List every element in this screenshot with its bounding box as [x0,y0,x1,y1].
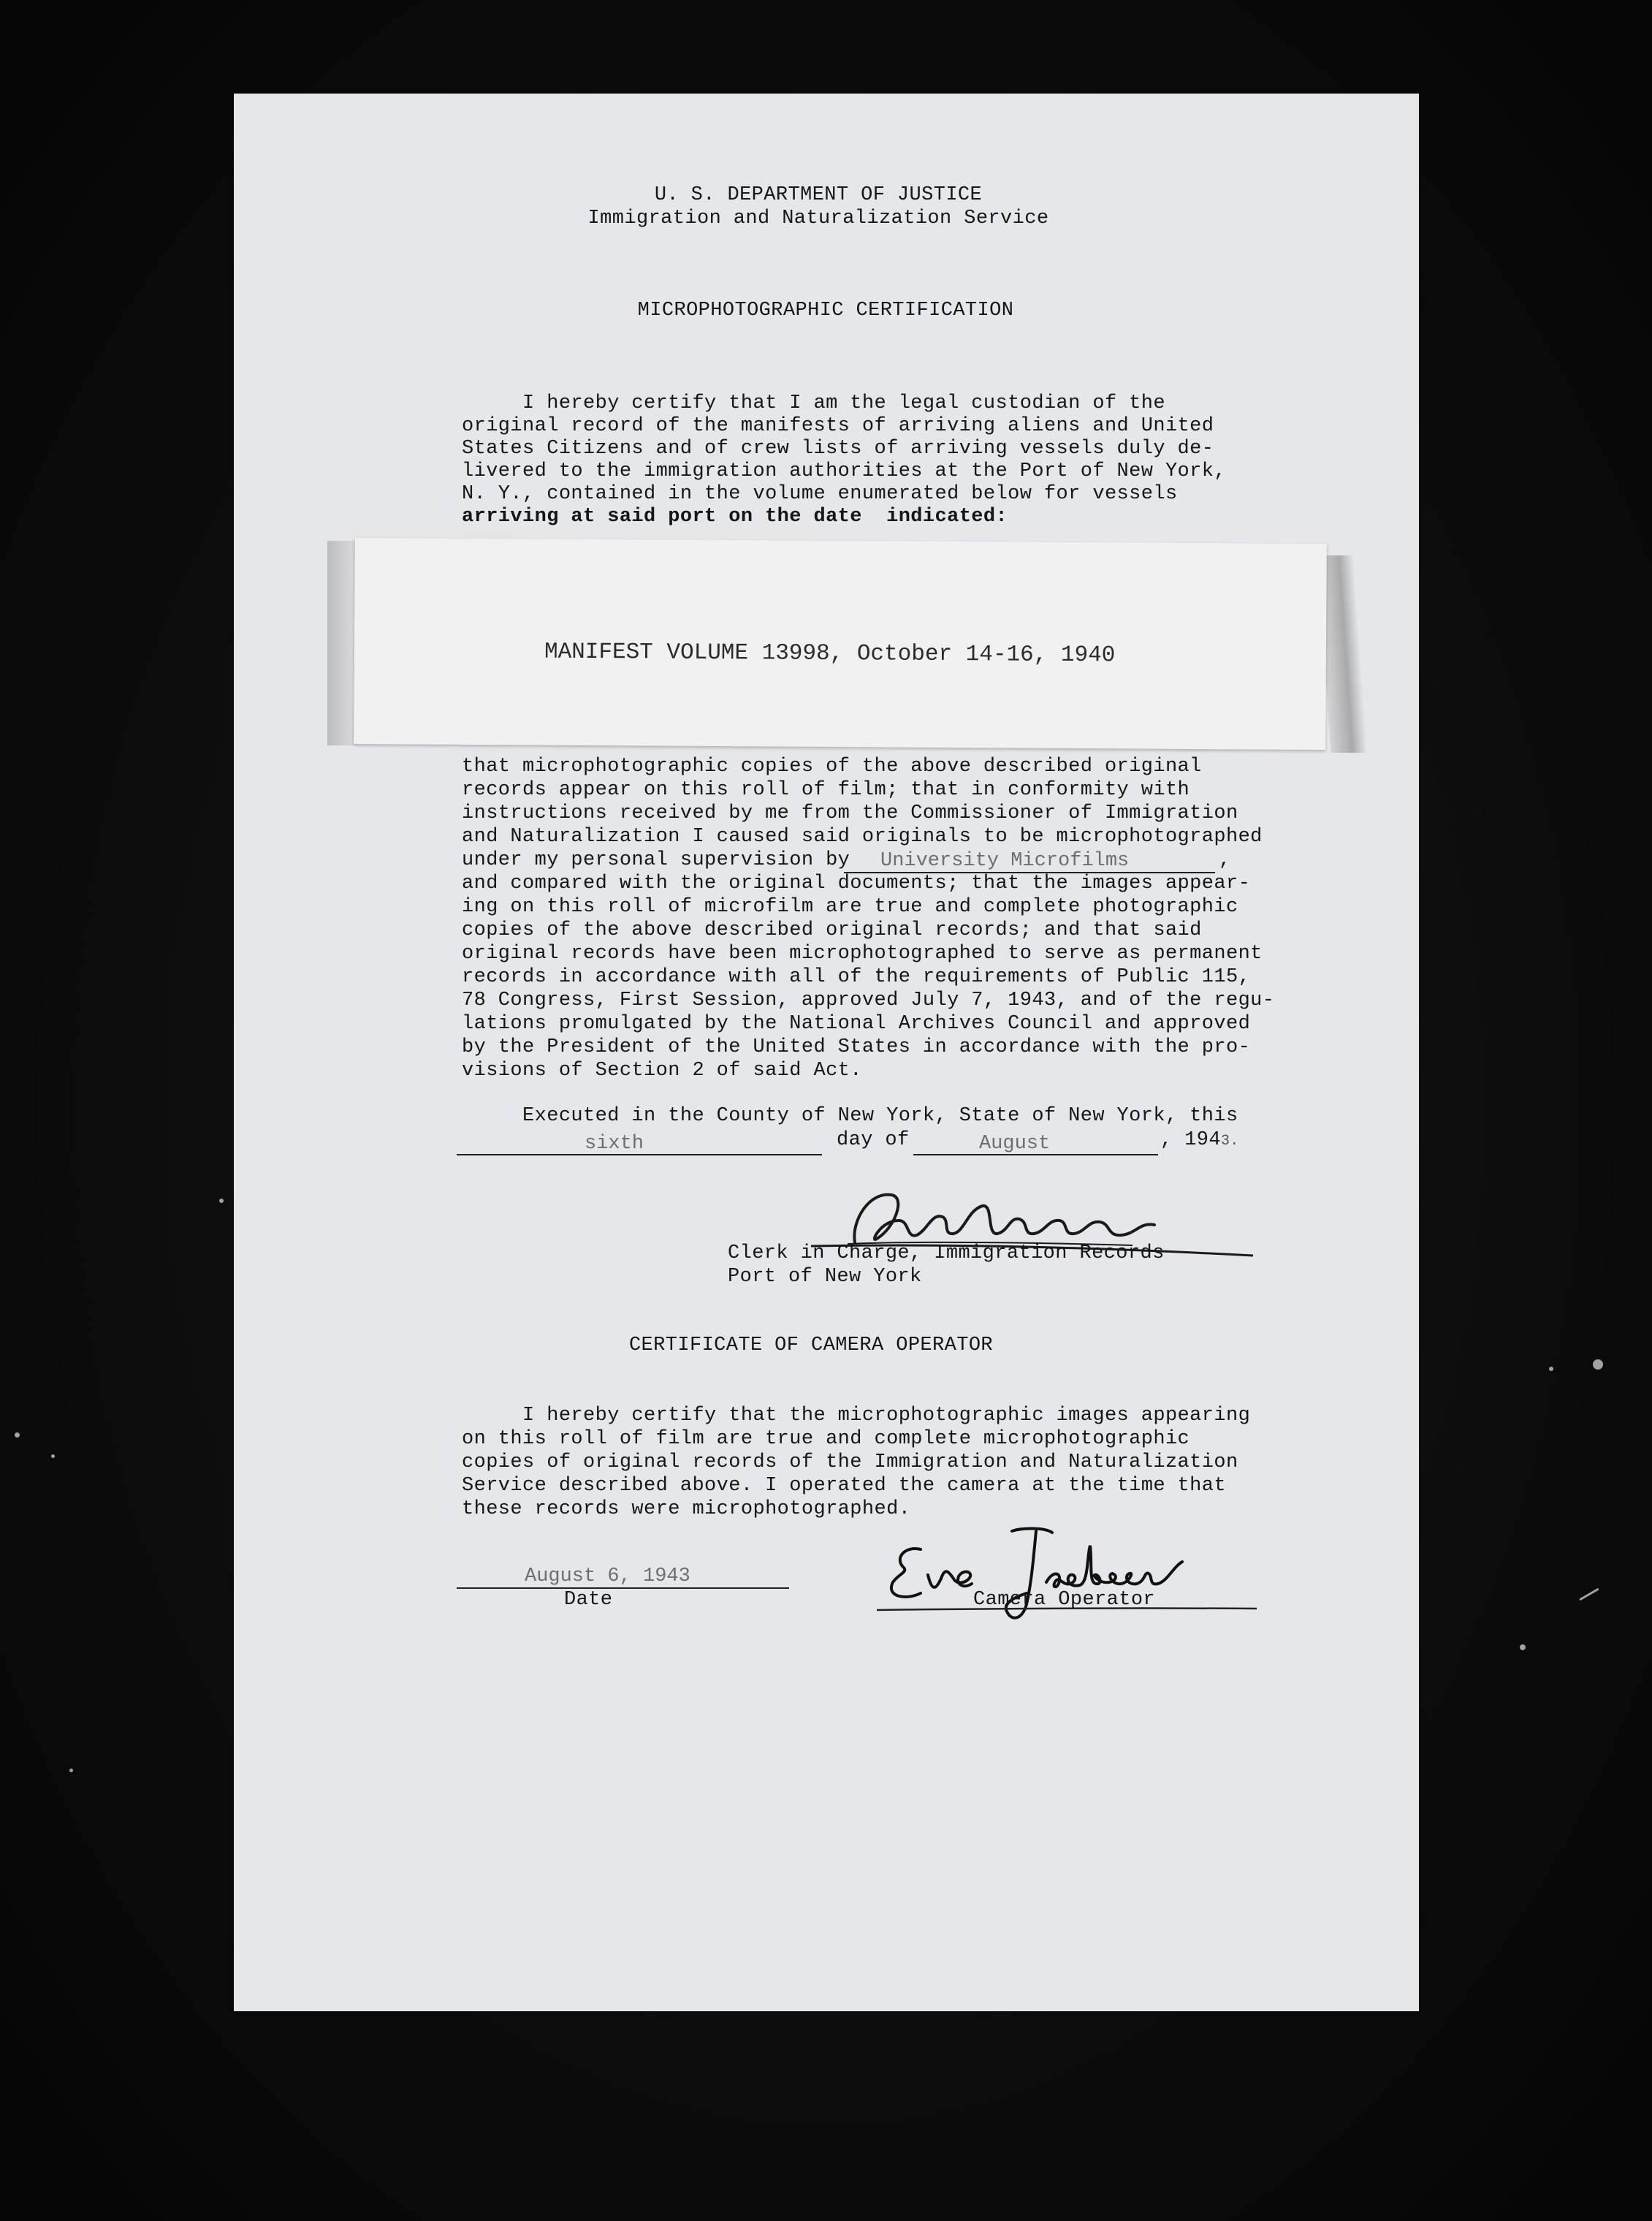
camera-operator-label: Camera Operator [973,1589,1156,1611]
body-line: instructions received by me from the Commissioner of Immigration [462,802,1238,824]
camera-line: I hereby certify that the microphotographic images appearing [462,1405,1251,1427]
intro-line: livered to the immigration authorities at the Port of New York, [462,460,1226,482]
executed-month: August [979,1133,1051,1155]
supervisor-comma: , [1219,849,1231,871]
body-line: copies of the above described original records; and that said [462,919,1202,941]
body-line: original records have been microphotographed to serve as permanent [462,943,1263,965]
body-line: 78 Congress, First Session, approved July 7, 1943, and of the regu- [462,990,1275,1011]
operator-date-value: August 6, 1943 [525,1565,690,1587]
body-line: records appear on this roll of film; that in conformity with [462,779,1190,801]
camera-line: copies of original records of the Immigration and Naturalization [462,1451,1238,1473]
camera-line: these records were microphotographed. [462,1498,911,1520]
year-suffix: 3. [1221,1133,1239,1150]
executed-day: sixth [585,1133,644,1155]
intro-line: arriving at said port on the date indicated: [462,506,1008,528]
body-line: records in accordance with all of the requirements of Public 115, [462,966,1251,988]
date-underline [457,1587,789,1589]
intro-line: States Citizens and of crew lists of arriving vessels duly de- [462,438,1214,460]
certification-title: MICROPHOTOGRAPHIC CERTIFICATION [637,300,1014,322]
date-label: Date [564,1589,613,1611]
film-speck [51,1454,55,1458]
supervisor-name: University Microfilms [880,850,1130,872]
intro-line: original record of the manifests of arriving aliens and United [462,415,1214,437]
body-line: that microphotographic copies of the above described original [462,756,1202,778]
film-speck [1549,1367,1553,1371]
body-line: under my personal supervision by [462,849,850,871]
intro-line: N. Y., contained in the volume enumerated below for vessels [462,483,1178,505]
camera-certificate-title: CERTIFICATE OF CAMERA OPERATOR [628,1335,994,1356]
camera-line: Service described above. I operated the camera at the time that [462,1475,1226,1497]
film-speck [15,1432,20,1438]
body-line: ing on this roll of microfilm are true and complete photographic [462,896,1238,918]
executed-line: Executed in the County of New York, State of New York, this [462,1105,1238,1127]
clerk-title: Clerk in Charge, Immigration Records [728,1242,1165,1264]
year-prefix: , 194 [1160,1129,1222,1151]
slip-shadow [327,541,357,745]
clerk-location: Port of New York [728,1266,922,1288]
intro-line: I hereby certify that I am the legal custodian of the [462,392,1165,414]
manifest-volume-label: MANIFEST VOLUME 13998, October 14-16, 1940 [544,639,1116,669]
day-of-label: day of [837,1129,910,1151]
film-speck [1593,1359,1603,1370]
body-line: by the President of the United States in accordance with the pro- [462,1036,1251,1058]
body-line: visions of Section 2 of said Act. [462,1060,862,1082]
service-heading: Immigration and Naturalization Service [587,208,1049,229]
body-line: and Naturalization I caused said originals to be microphotographed [462,826,1263,848]
film-speck [1520,1644,1526,1650]
film-speck [219,1199,224,1203]
body-line: and compared with the original documents; that the images appear- [462,873,1251,895]
body-line: lations promulgated by the National Archives Council and approved [462,1013,1251,1035]
executed-year [1160,1129,1239,1153]
camera-line: on this roll of film are true and complete microphotographic [462,1428,1190,1450]
film-speck [69,1769,73,1772]
agency-heading: U. S. DEPARTMENT OF JUSTICE [654,184,983,206]
